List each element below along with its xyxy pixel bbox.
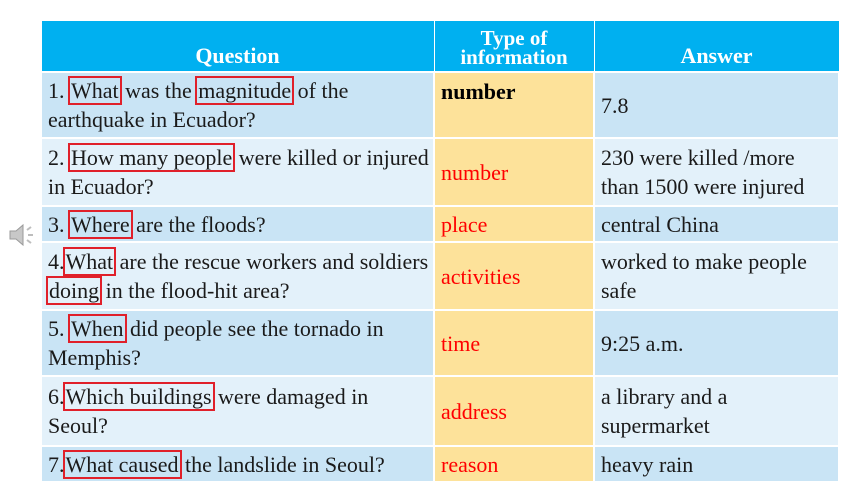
keyword-box: How many people — [71, 145, 233, 170]
table-row — [41, 376, 839, 446]
q-text: 5. — [48, 316, 70, 341]
type-cell: number — [434, 138, 594, 206]
q-text: were damaged in Seoul? — [48, 384, 369, 438]
keyword-box: What — [65, 249, 114, 274]
question-cell — [41, 242, 434, 310]
question-cell — [41, 376, 434, 446]
table-row — [41, 138, 839, 206]
answer-cell: a library and a supermarket — [594, 376, 839, 446]
table-row — [41, 446, 839, 482]
question-cell — [41, 206, 434, 242]
q-text: the landslide in Seoul? — [179, 451, 385, 477]
q-text: were killed or injured in Ecuador? — [48, 145, 429, 199]
type-cell: time — [434, 310, 594, 376]
q-text: 2. — [48, 145, 70, 170]
type-cell: reason — [434, 446, 594, 482]
keyword-box: When — [71, 316, 124, 341]
answer-cell: 230 were killed /more than 1500 were injured — [594, 138, 839, 206]
header-type — [434, 21, 594, 73]
type-cell: address — [434, 376, 594, 446]
header-type-line2: information — [460, 45, 568, 69]
question-cell — [41, 446, 434, 482]
q-text: did people see the tornado in Memphis? — [48, 316, 384, 370]
question-cell — [41, 310, 434, 376]
table-row — [41, 242, 839, 310]
q-text: of the earthquake in Ecuador? — [48, 78, 349, 132]
question-cell — [41, 72, 434, 138]
q-text: 1. — [48, 78, 70, 103]
keyword-box: Which buildings — [65, 384, 212, 409]
header-answer: Answer — [594, 21, 839, 73]
header-question: Question — [41, 21, 434, 73]
q-text: 6. — [48, 384, 65, 409]
type-cell: activities — [434, 242, 594, 310]
table-row — [41, 72, 839, 138]
answer-cell: 7.8 — [594, 72, 839, 138]
q-text: are the floods? — [130, 211, 266, 237]
keyword-box: What — [71, 78, 119, 103]
keyword-box: doing — [49, 278, 100, 303]
q-text: 3. — [48, 211, 70, 237]
keyword-box: magnitude — [198, 78, 292, 103]
q-text: are the rescue workers and soldiers — [114, 249, 429, 274]
question-table — [40, 20, 840, 483]
speaker-icon[interactable] — [8, 221, 40, 249]
type-cell: place — [434, 206, 594, 242]
type-cell: number — [434, 72, 594, 138]
answer-cell: worked to make people safe — [594, 242, 839, 310]
keyword-box: Where — [71, 211, 130, 237]
answer-cell: central China — [594, 206, 839, 242]
keyword-box: What caused — [65, 451, 179, 477]
table-row — [41, 206, 839, 242]
header-row — [41, 21, 839, 73]
q-text: in the flood-hit area? — [100, 278, 290, 303]
q-text: 7. — [48, 451, 65, 477]
question-cell — [41, 138, 434, 206]
answer-cell: 9:25 a.m. — [594, 310, 839, 376]
q-text: was the — [119, 78, 198, 103]
header-type-line1: Type of — [480, 26, 548, 50]
table-row — [41, 310, 839, 376]
answer-cell: heavy rain — [594, 446, 839, 482]
q-text: 4. — [48, 249, 65, 274]
